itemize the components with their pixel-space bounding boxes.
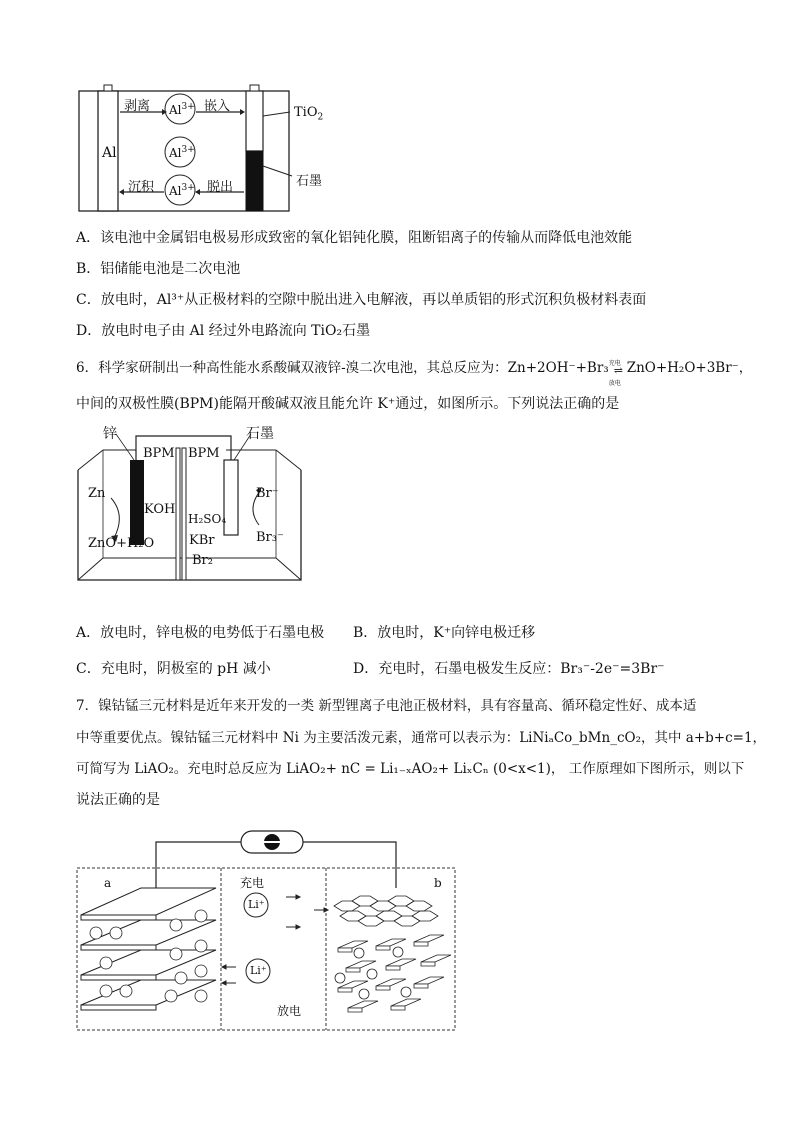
q6-option-a: A．放电时，锌电极的电势低于石墨电极: [76, 625, 325, 641]
al-ion-2: $Al^{3+}$: [169, 145, 195, 160]
q7-line4: 说法正确的是: [76, 792, 160, 808]
discharge-label: 放电: [277, 1004, 302, 1018]
zn-br-diagram: [76, 420, 306, 585]
reversible-arrow: 充电 ⇌ 放电: [608, 359, 623, 387]
li-ion-diagram: [76, 828, 461, 1033]
h2so4-label: H₂SO₄: [188, 512, 227, 526]
q5-option-c: C．放电时，Al³⁺从正极材料的空隙中脱出进入电解液，再以单质铝的形式沉积负极材料表面: [76, 292, 647, 308]
q6-stem-line2: 中间的双极性膜(BPM)能隔开酸碱双液且能允许 K⁺通过，如图所示。下列说法正确的是: [76, 396, 620, 412]
al-label: Al: [102, 145, 117, 161]
graphite-label-q6: 石墨: [246, 426, 274, 442]
tio2-layer: [246, 91, 263, 151]
charge-label: 充电: [240, 876, 265, 890]
br-minus-label: Br⁻: [256, 486, 279, 501]
br3-minus-label: Br₃⁻: [256, 530, 284, 545]
anode-b-label: b: [434, 876, 442, 890]
graphite-hexagons: [334, 896, 438, 926]
al-ion-3: $Al^{3+}$: [169, 183, 195, 198]
graphite-layer: [246, 151, 263, 211]
li-ion-1: Li⁺: [248, 898, 265, 911]
q6-option-b: B．放电时，K⁺向锌电极迁移: [353, 625, 536, 641]
zno-label: ZnO+H₂O: [88, 536, 155, 551]
graphite-flakes: [338, 935, 451, 1012]
q7-line2: 中等重要优点。镍钴锰三元材料中 Ni 为主要活泼元素，通常可以表示为：LiNiₐCo_bMn_cO₂，其中 a+b+c=1，: [76, 730, 767, 746]
tio2-label: TiO$_2$: [294, 105, 324, 123]
q6-option-d: D．充电时，石墨电极发生反应：Br₃⁻-2e⁻=3Br⁻: [353, 661, 665, 677]
zinc-label: 锌: [103, 426, 117, 442]
strip-label: 剥离: [124, 99, 151, 114]
graphite-label: 石墨: [296, 174, 323, 189]
q7-line1: 7．镍钴锰三元材料是近年来开发的一类 新型锂离子电池正极材料，具有容量高、循环稳定性好、成本适: [76, 698, 697, 714]
al-ion-1: $Al^{3+}$: [169, 102, 195, 117]
br2-label: Br₂: [192, 553, 213, 568]
deposit-label: 沉积: [128, 180, 155, 195]
kbr-label: KBr: [189, 533, 215, 548]
figure-zn-br-battery: [76, 420, 306, 585]
koh-label: KOH: [144, 502, 176, 517]
q5-option-b: B．铝储能电池是二次电池: [76, 261, 241, 277]
figure-li-ion-battery: [76, 828, 461, 1033]
q6-option-c: C．充电时，阴极室的 pH 减小: [76, 661, 271, 677]
li-ion-2: Li⁺: [250, 964, 267, 977]
q7-line3: 可简写为 LiAO₂。充电时总反应为 LiAO₂+ nC = Li₁₋ₓAO₂+ LiₓCₙ (0<x<1)， 工作原理如下图所示，则以下: [76, 761, 745, 777]
figure-al-battery: [76, 84, 326, 214]
cathode-a-label: a: [104, 876, 112, 890]
q6-stem-line1: 6．科学家研制出一种高性能水系酸碱双液锌-溴二次电池，其总反应为：Zn+2OH⁻+Br₃ 充电 ⇌ 放电 ZnO+H₂O+3Br⁻，: [76, 359, 753, 387]
zinc-electrode: [130, 460, 144, 545]
release-label: 脱出: [207, 180, 234, 195]
embed-label: 嵌入: [204, 99, 231, 114]
bpm-label-1: BPM: [143, 446, 175, 461]
q5-option-a: A．该电池中金属铝电极易形成致密的氧化铝钝化膜，阻断铝离子的传输从而降低电池效能: [76, 230, 633, 246]
q5-option-d: D．放电时电子由 Al 经过外电路流向 TiO₂石墨: [76, 323, 371, 339]
zn-label: Zn: [88, 486, 106, 501]
bpm-label-2: BPM: [188, 446, 220, 461]
